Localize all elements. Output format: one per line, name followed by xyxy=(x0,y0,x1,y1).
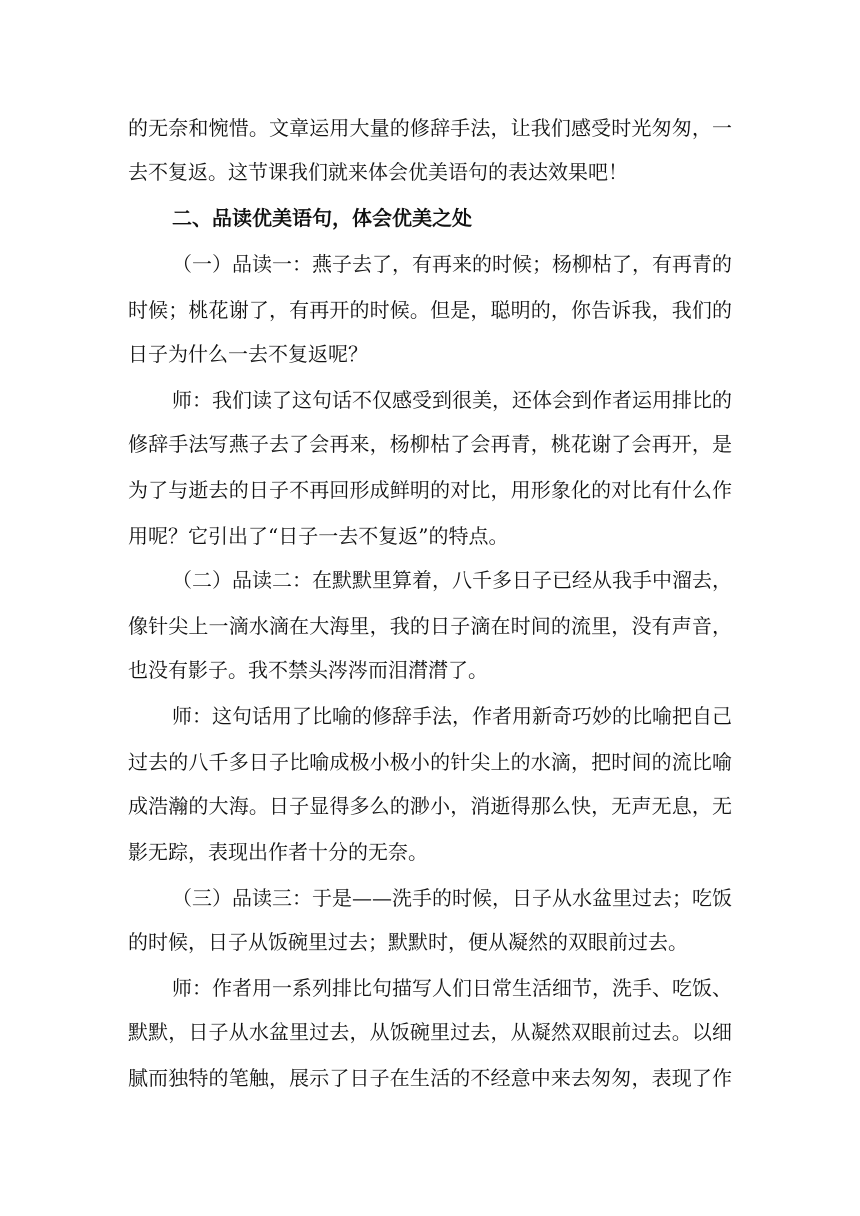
paragraph-line: 过去的八千多日子比喻成极小极小的针尖上的水滴，把时间的流比喻 xyxy=(128,750,732,774)
paragraph-line: 影无踪，表现出作者十分的无奈。 xyxy=(128,840,428,864)
paragraph-line: 用呢？它引出了“日子一去不复返”的特点。 xyxy=(128,524,509,548)
paragraph-line: 去不复返。这节课我们就来体会优美语句的表达效果吧！ xyxy=(128,160,628,184)
paragraph-line: 日子为什么一去不复返呢？ xyxy=(128,342,368,366)
paragraph-line: 师：我们读了这句话不仅感受到很美，还体会到作者运用排比的 xyxy=(172,388,732,412)
paragraph-line: 像针尖上一滴水滴在大海里，我的日子滴在时间的流里，没有声音， xyxy=(128,614,732,638)
paragraph-line: 为了与逝去的日子不再回形成鲜明的对比，用形象化的对比有什么作 xyxy=(128,478,732,502)
paragraph-line: 师：这句话用了比喻的修辞手法，作者用新奇巧妙的比喻把自己 xyxy=(172,704,732,728)
paragraph-line: 的无奈和惋惜。文章运用大量的修辞手法，让我们感受时光匆匆，一 xyxy=(128,116,732,140)
paragraph-line: 也没有影子。我不禁头涔涔而泪潸潸了。 xyxy=(128,658,488,682)
paragraph-line: 成浩瀚的大海。日子显得多么的渺小，消逝得那么快，无声无息，无 xyxy=(128,794,732,818)
paragraph-line: 时候；桃花谢了，有再开的时候。但是，聪明的，你告诉我，我们的 xyxy=(128,298,732,322)
paragraph-line: （一）品读一：燕子去了，有再来的时候；杨柳枯了，有再青的 xyxy=(172,252,732,276)
paragraph-line: 的时候，日子从饭碗里过去；默默时，便从凝然的双眼前过去。 xyxy=(128,930,688,954)
paragraph-line: 师：作者用一系列排比句描写人们日常生活细节，洗手、吃饭、 xyxy=(172,976,732,1000)
paragraph-line: 修辞手法写燕子去了会再来，杨柳枯了会再青，桃花谢了会再开，是 xyxy=(128,432,732,456)
paragraph-line: （三）品读三：于是——洗手的时候，日子从水盆里过去；吃饭 xyxy=(172,886,732,910)
section-heading: 二、品读优美语句，体会优美之处 xyxy=(172,206,472,230)
paragraph-line: 默默，日子从水盆里过去，从饭碗里过去，从凝然双眼前过去。以细 xyxy=(128,1020,732,1044)
paragraph-line: 腻而独特的笔触，展示了日子在生活的不经意中来去匆匆，表现了作 xyxy=(128,1066,732,1090)
paragraph-line: （二）品读二：在默默里算着，八千多日子已经从我手中溜去， xyxy=(172,568,732,592)
